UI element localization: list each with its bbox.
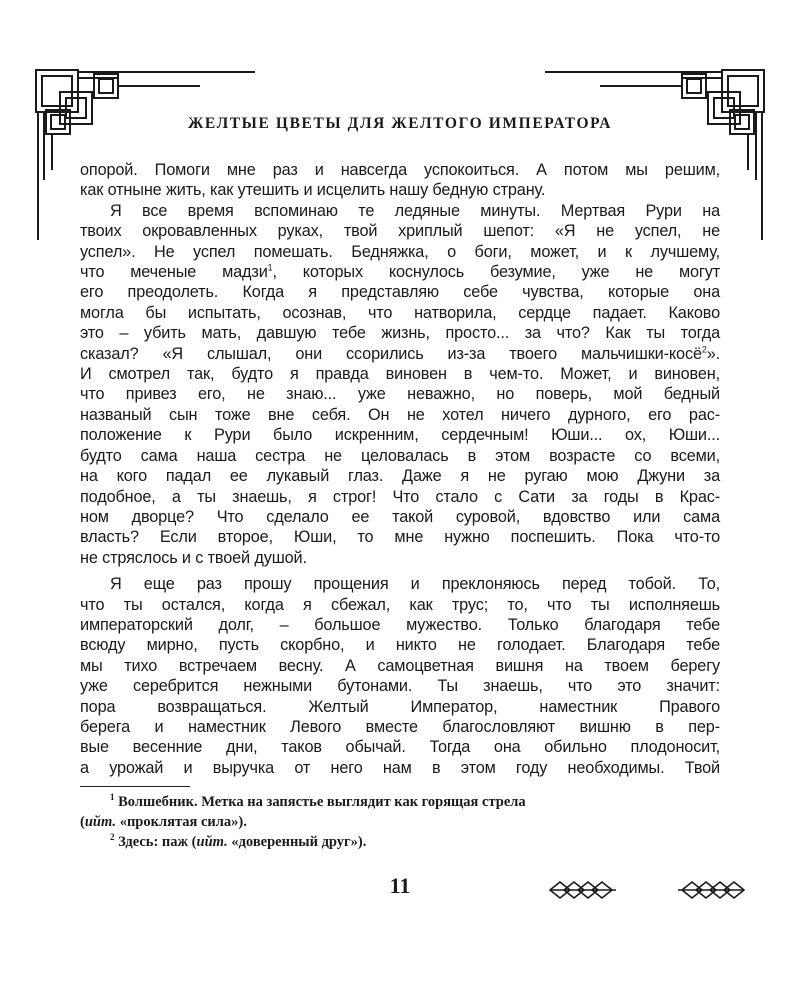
text-line: а урожай и выручка от него нам в этом году необходимы. Твой bbox=[80, 758, 720, 777]
text-line: всюду мирно, пусть скорбно, и никто не голодает. Благодаря тебе bbox=[80, 636, 720, 655]
text-line bbox=[80, 344, 720, 364]
text-line: власть? Если второе, Юши, то мне нужно поспешить. Пока что-то bbox=[80, 528, 720, 547]
text-fragment: сказал? «Я слышал, они ссорились из-за твоего мальчишки-косё bbox=[80, 344, 702, 363]
footnote-ref-2[interactable]: 2 bbox=[701, 344, 707, 355]
paragraph-3 bbox=[80, 574, 720, 778]
paragraph-2 bbox=[80, 201, 720, 568]
footnote-text: «доверенный друг»). bbox=[227, 834, 367, 850]
text-line: уже серебрится нежными бутонами. Ты знаешь, что это значит: bbox=[80, 677, 720, 696]
text-fragment: ». bbox=[706, 344, 720, 363]
text-line: не стряслось и с твоей душой. bbox=[80, 548, 307, 567]
text-line: подобное, а ты знаешь, я строг! Что стало с Сати за годы в Крас- bbox=[80, 487, 720, 506]
main-text bbox=[80, 160, 720, 778]
footnote-divider bbox=[80, 786, 190, 787]
text-line: что ты остался, когда я сбежал, как трус; то, что ты исполняешь bbox=[80, 595, 720, 614]
footnote-abbr: ийт. bbox=[84, 814, 117, 830]
footnotes bbox=[80, 792, 720, 852]
footnote-abbr: ийт. bbox=[196, 834, 228, 850]
footnote-2-mark: 2 bbox=[110, 832, 115, 843]
text-line: на кого падал ее лукавый глаз. Даже я не ругаю мою Джуни за bbox=[80, 467, 720, 486]
text-line: вые весенние дни, таков обычай. Тогда она обильно плодоносит, bbox=[80, 738, 720, 757]
text-fragment: , которых коснулось безумие, уже не могут bbox=[272, 263, 720, 282]
paragraph-1 bbox=[80, 160, 720, 201]
text-fragment: что меченые мадзи bbox=[80, 263, 268, 282]
text-line: могла бы испытать, осознав, что натворила, сердце падает. Каково bbox=[80, 303, 720, 322]
text-line: И смотрел так, будто я правда виновен в чем-то. Может, и виновен, bbox=[80, 365, 720, 384]
text-line: это – убить мать, давшую тебе жизнь, просто... за что? Как ты тогда bbox=[80, 324, 720, 343]
footnote-text: ( bbox=[80, 814, 85, 830]
footnote-1 bbox=[80, 792, 720, 832]
text-line: мы тихо встречаем весну. А самоцветная вишня на твоем берегу bbox=[80, 656, 720, 675]
page-number: 11 bbox=[389, 873, 411, 898]
footnote-1-mark: 1 bbox=[110, 792, 115, 803]
footnote-text: Волшебник. Метка на запястье выглядит как горящая стрела bbox=[114, 794, 526, 810]
text-line: названый сын тоже вне себя. Он не хотел ничего дурного, его рас- bbox=[80, 405, 720, 424]
text-line: что привез его, не знаю... уже неважно, но поверь, мой бедный bbox=[80, 385, 720, 404]
footnote-text: Здесь: паж ( bbox=[114, 834, 197, 850]
text-line: Я еще раз прошу прощения и преклоняюсь перед тобой. То, bbox=[110, 575, 720, 594]
text-line bbox=[80, 262, 720, 282]
text-line: берега и наместник Левого вместе благословляют вишню в пер- bbox=[80, 717, 720, 736]
text-line: опорой. Помоги мне раз и навсегда успокоиться. А потом мы решим, bbox=[80, 161, 720, 179]
text-line: будто сама наша сестра не целовалась в этом возрасте со всеми, bbox=[80, 446, 720, 465]
text-line: Я все время вспоминаю те ледяные минуты. Мертвая Рури на bbox=[110, 201, 720, 220]
text-line: успел». Не успел помешать. Бедняжка, о боги, может, и к лучшему, bbox=[80, 242, 720, 261]
footnote-text: «проклятая сила»). bbox=[116, 814, 247, 830]
text-line: его преодолеть. Когда я представляю себе чувства, которые она bbox=[80, 283, 720, 302]
text-line: пора возвращаться. Желтый Император, наместник Правого bbox=[80, 697, 720, 716]
text-line: твоих окровавленных руках, твой хриплый шепот: «Я не успел, не bbox=[80, 222, 720, 241]
text-line: положение к Рури было искренним, сердечным! Юши... ох, Юши... bbox=[80, 426, 720, 445]
page-ornament-right-icon bbox=[676, 878, 746, 902]
text-line: ном дворце? Что сделало ее такой суровой, вдовство или сама bbox=[80, 507, 720, 526]
text-line: как отныне жить, как утешить и исцелить нашу бедную страну. bbox=[80, 181, 546, 200]
footnote-ref-1[interactable]: 1 bbox=[267, 262, 273, 273]
running-title: ЖЕЛТЫЕ ЦВЕТЫ ДЛЯ ЖЕЛТОГО ИМПЕРАТОРА bbox=[187, 115, 613, 132]
text-line: императорский долг, – большое мужество. Только благодаря тебе bbox=[80, 615, 720, 634]
footnote-2 bbox=[80, 832, 720, 852]
